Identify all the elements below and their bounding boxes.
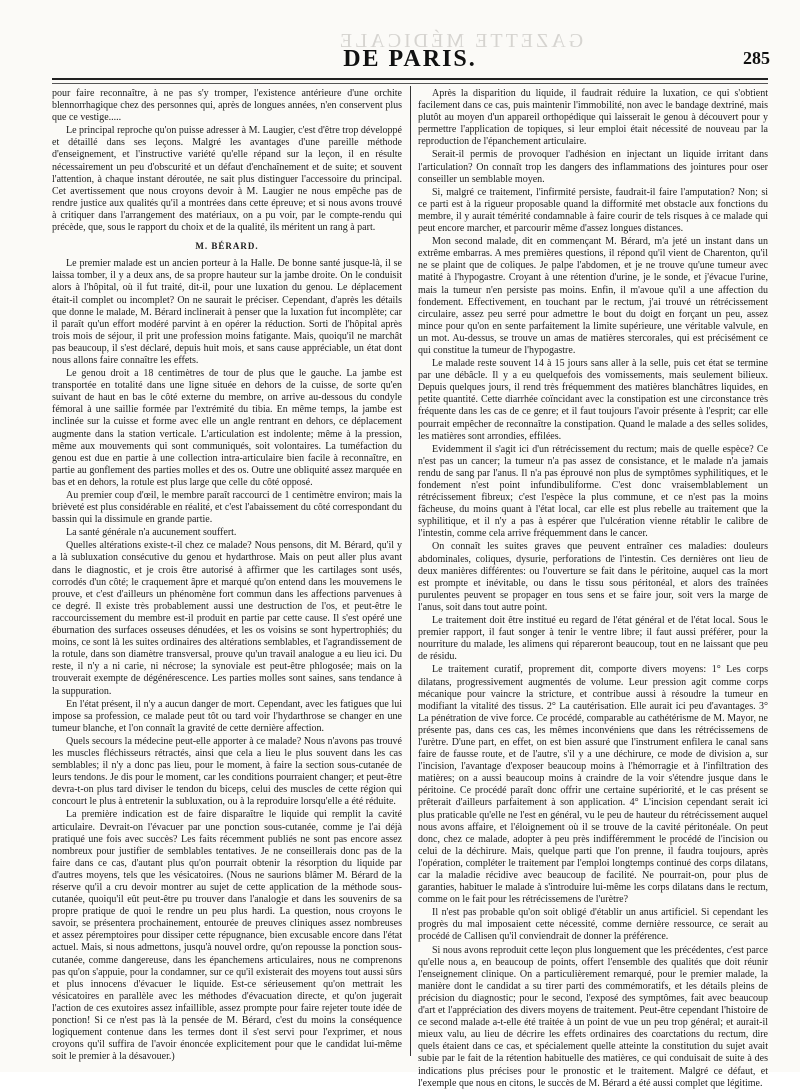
paragraph: pour faire reconnaître, à ne pas s'y tromper, l'existence antérieure d'une orchite blennorrhagique chez des personnes qui, après de longues années, n'en conservent plus que ce vestige..... <box>52 88 402 124</box>
paragraph: Le genou droit a 18 centimètres de tour de plus que le gauche. La jambe est transportée en totalité dans une ligne située en dehors de la cuisse, de sorte qu'en suivant de haut en bas le côté externe du membre, on arrive au-dessous du condyle fémoral à une saillie formée par l'extrémité du tibia. En même temps, la jambe est inclinée sur la cuisse et forme avec elle un angle rentrant en dehors, ce déplacement augmente dans la station verticale. L'articulation est indolente; même à la pression, même aux mouvements qui sont communiqués, soit volontaires. La tuméfaction du genou est due en partie à une collection intra-articulaire bien facile à reconnaître, en partie au gonflement des parties molles et des os. Outre une obliquité assez marquée en bas et en dehors, la rotule est plus large que celle du côté opposé. <box>52 368 402 488</box>
paragraph: Serait-il permis de provoquer l'adhésion en injectant un liquide irritant dans l'articulation? On connaît trop les dangers des inflammations des jointures pour oser conseiller un semblable moyen. <box>418 149 768 185</box>
paragraph: Au premier coup d'œil, le membre paraît raccourci de 1 centimètre environ; mais la brièveté est plus considérable en réalité, et c'est l'abaissement du côté correspondant du bassin qui la dissimule en grande partie. <box>52 490 402 526</box>
column-divider <box>410 86 411 1056</box>
paragraph: Evidemment il s'agit ici d'un rétrécissement du rectum; mais de quelle espèce? Ce n'est pas un cancer; la tumeur n'a pas assez de consistance, et le malade n'a jamais rendu de sang par l'anus. Il n'a pas éprouvé non plus de symptômes syphilitiques, et le fondement n'est point infundibuliforme. C'est donc vraisemblablement un rétrécissement fibreux; c'est l'espèce la plus commune, et ce n'est pas la moins fâcheuse, du moins quant à l'état local, car elle est plus rebelle au traitement que la syphilitique, et il n'y a pas à espérer que l'ulcération vienne rétablir le calibre de l'intestin, comme cela arrive fréquemment dans le cancer. <box>418 443 768 540</box>
page-number: 285 <box>743 48 770 68</box>
paragraph: On connaît les suites graves que peuvent entraîner ces maladies: douleurs abdominales, coliques, dysurie, perforations de l'intestin. Ces dernières ont lieu de deux manières différentes: ou l'ouverture se fait dans le péritoine, auquel cas la mort est prompte et inévitable, ou dans le tissu sous péritonéal, et alors des traînées purulentes peuvent se propager en tous sens et se faire jour, soit vers la marge de l'anus, soit dans tout autre point. <box>418 541 768 613</box>
paragraph: Le premier malade est un ancien porteur à la Halle. De bonne santé jusque-là, il se laissa tomber, il y a deux ans, de sa propre hauteur sur la jambe droite. On le conduisit alors à l'hôpital, où il fut traité, dit-il, pour une luxation du genou. Le déplacement était-il complet ou incomplet? On ne saurait le préciser. Cependant, d'après les détails que donne le malade, M. Bérard inclinerait à penser que la luxation fut incomplète; car il paraît qu'un effort modéré parvint à en opérer la réduction. Sorti de l'hôpital après trois mois de séjour, il prit une profession moins fatigante. Mais, quoiqu'il ne marchât pas beaucoup, il s'est déclaré, depuis huit mois, et sans cause appréciable, un état dont nous allons faire connaître les effets. <box>52 258 402 366</box>
header-rule <box>52 78 768 84</box>
bleed-through-text: GAZETTE MÉDICALE <box>336 30 584 52</box>
right-column <box>418 88 768 1089</box>
paragraph: Si, malgré ce traitement, l'infirmité persiste, faudrait-il faire l'amputation? Non; si ce parti est à la rigueur proposable quand la difformité met obstacle aux fonctions du membre, il y aurait témérité condamnable à faire courir de tels risques à ce malade qui peut encore marcher, et parcourir même d'assez longues distances. <box>418 186 768 235</box>
paragraph: Le principal reproche qu'on puisse adresser à M. Laugier, c'est d'être trop développé et détaillé dans ses leçons. Malgré les avantages d'une pareille méthode d'enseignement, et l'instructive variété qu'elle répand sur la leçon, il en résulte nécessairement un peu d'obscurité et un défaut d'enchaînement et de suite; et souvent l'attention, à chaque instant déroutée, ne sait plus distinguer l'accessoire du principal. Cet avertissement que nous croyons devoir à M. Laugier ne nous empêche pas de rendre justice aux qualités qu'il a montrées dans cette épreuve; et si nous avons trouvé à critiquer dans l'arrangement des matériaux, on a pu voir, par le compte-rendu qui précède, que, sous le rapport du choix et de la qualité, ils méritent un rang à part. <box>52 125 402 234</box>
paragraph: En l'état présent, il n'y a aucun danger de mort. Cependant, avec les fatigues que lui impose sa profession, ce malade peut tôt ou tard voir l'hydarthrose se changer en une tumeur blanche, et l'on connaît la gravité de cette dernière affection. <box>52 698 402 734</box>
paragraph: Il n'est pas probable qu'on soit obligé d'établir un anus artificiel. Si cependant les progrès du mal imposaient cette nécessité, comme dernière ressource, ce serait au procédé de Callisen qu'il conviendrait de donner la préférence. <box>418 907 768 943</box>
masthead <box>50 46 770 72</box>
paragraph: Le traitement doit être institué eu regard de l'état général et de l'état local. Sous le premier rapport, il faut songer à tenir le ventre libre; il faut aussi préférer, pour la nourriture du malade, les alimens qui répareront beaucoup, tout en ne laissant que peu de résidu. <box>418 615 768 663</box>
section-heading: M. BÉRARD. <box>195 241 259 252</box>
paragraph: Si nous avons reproduit cette leçon plus longuement que les précédentes, c'est parce qu'elle nous a, en beaucoup de points, offert l'ensemble des qualités que doit réunir l'enseignement clinique. On a particulièrement remarqué, pour le premier malade, la manière dont le candidat a su tirer parti des commémoratifs, et les détails pleins de précision du diagnostic; pour le second, l'exposé des symptômes, fait avec beaucoup d'art et l'appréciation des divers moyens de traitement. Peut-être cependant l'histoire de ce second malade a-t-elle été traitée à un point de vue un peu trop général; et aurait-il mieux valu, au lieu de décrire les effets ordinaires des coarctations du rectum, dire quels étaient dans ce cas, et spécialement quelle atteinte la constitution du sujet avait subie par le fait de la rétention habituelle des matières, ce qui conduisait de suite à des indications plus précises pour le pronostic et le traitement. Malgré ce défaut, et l'exemple que nous en citons, le succès de M. Bérard a été aussi complet que légitime. <box>418 944 768 1089</box>
running-title: DE PARIS. <box>343 46 477 72</box>
paragraph: La première indication est de faire disparaître le liquide qui remplit la cavité articulaire. Devrait-on l'évacuer par une ponction sous-cutanée, comme je l'ai déjà pratiqué une fois avec succès? Les faits récemment publiés ne sont pas encore assez nombreux pour justifier de semblables tentatives. Je ne conseillerais donc pas de la faire dans ce cas, d'autant plus qu'on pourrait obtenir la résorption du liquide par d'autres moyens, tels que les vésicatoires. (Nous ne saurions blâmer M. Bérard de la réserve qu'il a cru devoir montrer au sujet de cette application de la méthode sous-cutanée, quoiqu'il eût peut-être pu trouver dans l'analogie et dans les souvenirs de sa propre pratique de quoi le rendre un peu plus hardi. La question, nous croyons le savoir, se présentera prochainement, entourée de preuves cliniques assez nombreuses et assez péremptoires pour dissiper cette répugnance, bien excusable encore dans l'état actuel. Mais, si nous admettons, jusqu'à nouvel ordre, qu'on repousse la ponction sous-cutanée, comme dangereuse, dans les épanchemens articulaires, nous ne comprenons pas qu'on s'appuie, pour la condamner, sur ce qu'il existerait des moyens tout aussi sûrs et plus innocens d'évacuer le liquide. Est-ce sérieusement qu'on mettrait les vésicatoires en parallèle avec les méthodes d'évacuation directe, et qu'on jugerait l'action de ces exutoires assez infaillible, assez prompte pour faire rejeter toute idée de ponction! Si ce n'est pas là la pensée de M. Bérard, c'est du moins la conséquence logiquement contenue dans les termes dont il s'est servi pour l'exprimer, et nous croyons qu'il suffira de l'avoir énoncée explicitement pour que le candidat lui-même soit le premier à la désavouer.) <box>52 809 402 1063</box>
paragraph: Quels secours la médecine peut-elle apporter à ce malade? Nous n'avons pas trouvé les muscles fléchisseurs rétractés, ainsi que cela a lieu le plus souvent dans les cas semblables; il n'y a donc pas lieu, pour le moment, à faire la section sous-cutanée de leurs tendons. Je dis pour le moment, car les conditions pourraient changer; et peut-être devra-t-on plus tard diviser le tendon du biceps, celui des muscles de cette région qui concourt le plus à entretenir la subluxation, ou à la reproduire lorsqu'elle a été réduite. <box>52 735 402 808</box>
paragraph: Le malade reste souvent 14 à 15 jours sans aller à la selle, puis cet état se termine par une débâcle. Il y a eu quelquefois des vomissements, mais seulement bilieux. Depuis quelques jours, il rend très fréquemment des matières blanchâtres liquides, en petite quantité. Cette diarrhée coïncidant avec la constipation est une circonstance très fréquente dans les cas de ce genre; et il faut toujours l'avoir présente à l'esprit; car elle pourrait empêcher de reconnaître la constipation. Quand le malade a des selles solides, les matières sont arrondies, effilées. <box>418 358 768 442</box>
paragraph: Le traitement curatif, proprement dit, comporte divers moyens: 1° Les corps dilatans, progressivement augmentés de volume. Leur pression agit comme corps mécanique pour vaincre la stricture, et contribue aussi à résoudre la tumeur en modifiant la vitalité des tissus. 2° La cautérisation. Elle aurait ici peu d'avantages. 3° La pénétration de vive force. Ce procédé, comparable au cathétérisme de M. Mayor, ne présente pas, dans ces cas, les mêmes inconvéniens que dans les rétrécissemens de l'urètre. D'une part, en effet, on est bien assuré que l'instrument enfilera le canal sans faire de fausse route, et de l'autre, s'il y a une déchirure, ce mode de division a, sur l'incision, l'avantage d'exposer beaucoup moins à l'hémorragie et à l'infiltration des matières; on a aussi beaucoup moins à craindre de la voir s'étendre jusque dans le péritoine. Ce procédé paraît donc offrir une certaine supériorité, et le cas présent se prêterait d'ailleurs parfaitement à son application. 4° L'incision cependant serait ici plus praticable qu'elle ne l'est en général, vu le peu de hauteur du rétrécissement auquel nous avons affaire, et l'éloignement où il se trouve de la cavité péritonéale. On peut donc, chez ce malade, adopter à peu près indifféremment le procédé de l'incision ou celui de la déchirure. Mais, quelque parti que l'on prenne, il faudra toujours, après l'opération, compléter le traitement par l'emploi longtemps continué des corps dilatans, car la maladie récidive avec beaucoup de facilité. Ne pourrait-on, pour plus de garanties, habituer le malade à s'introduire lui-même les corps dilatans dans le rectum, comme on le fait pour les rétrécissemens de l'urètre? <box>418 664 768 906</box>
paragraph: Mon second malade, dit en commençant M. Bérard, m'a jeté un instant dans un extrême embarras. A mes premières questions, il répond qu'il vient de Charenton, qu'il ne se plaint que de coliques. Je palpe l'abdomen, et je ne trouve qu'une tumeur avec matité à l'hypogastre. Croyant à une rétention d'urine, je le sonde, et j'évacue l'urine, mais la tumeur n'en persiste pas moins. Enfin, il m'avoue qu'il a une affection du fondement. Effectivement, en touchant par le rectum, j'ai trouvé un rétrécissement circulaire, assez peu serré pour admettre le bout du doigt en forçant un peu, assez mince pour qu'on en sente parfaitement la limite supérieure, une véritable valvule, en un mot. Au-dessus, se trouve un amas de matières stercorales, qui est précisément ce qui constitue la tumeur de l'hypogastre. <box>418 236 768 356</box>
paragraph: Quelles altérations existe-t-il chez ce malade? Nous pensons, dit M. Bérard, qu'il y a là subluxation consécutive du genou et hydarthrose. Mais on peut aller plus avant dans le diagnostic, et je crois être autorisé à affirmer que les cartilages sont usés, corrodés d'un côté; le craquement âpre et marqué qu'on entend dans les mouvemens le prouve, et c'est d'ailleurs un phénomène fort commun dans les affections parvenues à ce degré. Il existe très probablement aussi une destruction de l'os, et peut-être le raccourcissement du membre est-il produit en partie par cette cause. Il s'est opéré une éburnation des surfaces osseuses dénudées, et les os voisins se sont hypertrophiés; du moins, ce sont là les suites ordinaires des altérations semblables, et l'agrandissement de la rotule, dans son diamètre transversal, prouve qu'un travail analogue a eu lieu ici. Du reste, il n'y a ni carie, ni nécrose; la synoviale est peut-être phlogosée; mais on la trouverait exempte de dégénérescence. Les parties molles sont saines, sans tendance à la suppuration. <box>52 540 402 697</box>
left-column <box>52 88 402 1063</box>
paragraph: Après la disparition du liquide, il faudrait réduire la luxation, ce qui s'obtient facilement dans ce cas, puis maintenir l'immobilité, non avec le bandage dextriné, mais plutôt au moyen d'un appareil orthopédique qui laisserait le genou à découvert pour y permettre l'application de topiques, si leur emploi était nécessité de nouveau par la reproduction de l'épanchement articulaire. <box>418 88 768 148</box>
paragraph: La santé générale n'a aucunement souffert. <box>66 527 237 539</box>
